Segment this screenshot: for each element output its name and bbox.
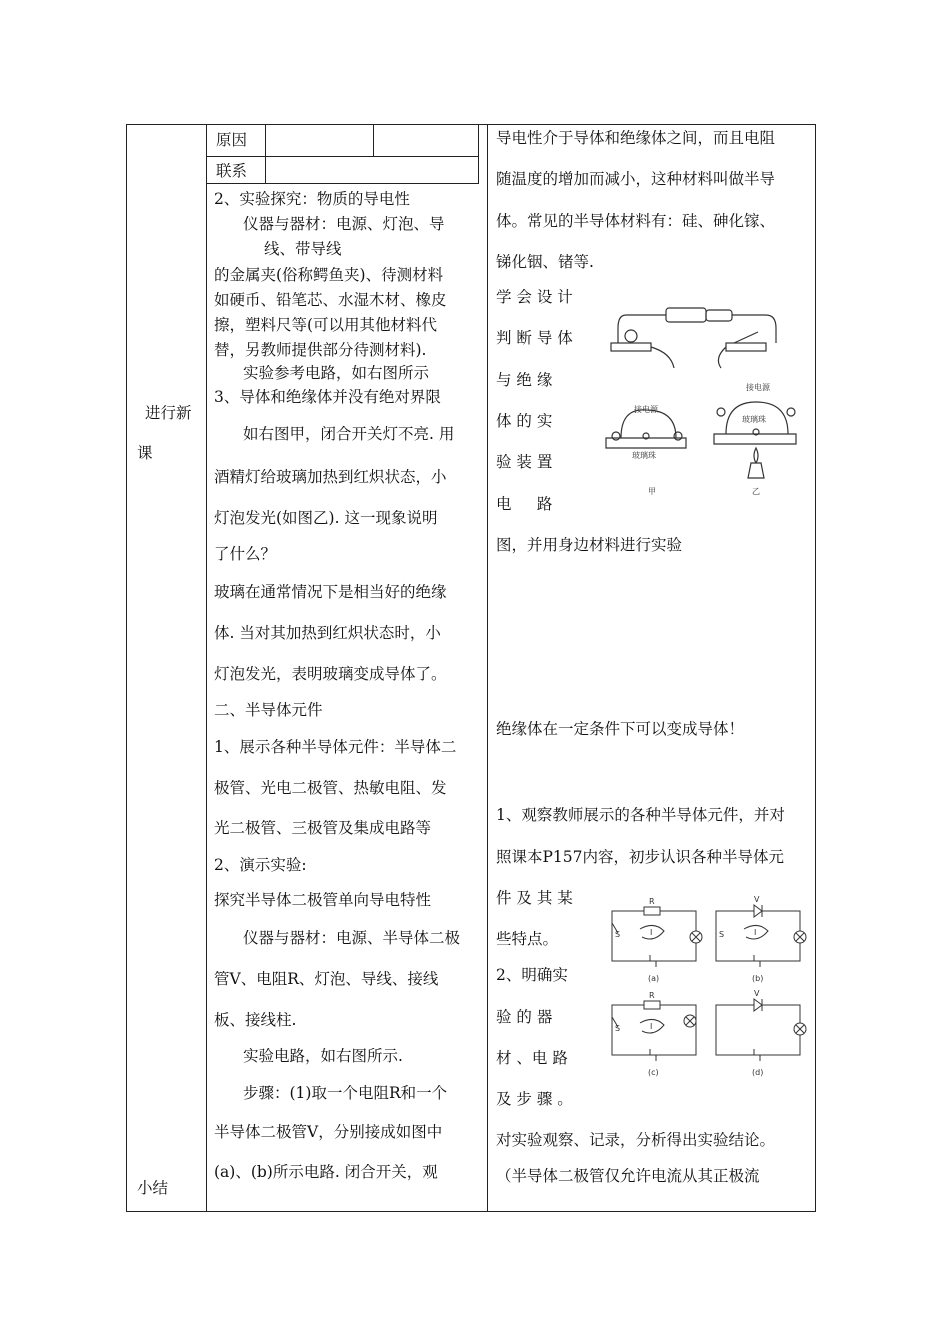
mid-line: 擦，塑料尺等(可以用其他材料代: [214, 316, 438, 334]
mid-line: 仪器与器材：电源、半导体二极: [243, 929, 461, 947]
fig2-label-r1: R: [649, 897, 655, 906]
mid-line: 灯泡发光(如图乙). 这一现象说明: [214, 509, 438, 527]
fig2-caption-a: (a): [648, 974, 660, 983]
mid-line: 实验电路，如右图所示.: [243, 1047, 403, 1065]
fig2-label-s3: S: [615, 1024, 621, 1033]
right-line: 电 路: [496, 495, 553, 513]
mid-line: 2、实验探究：物质的导电性: [214, 190, 410, 208]
mid-line: (a)、(b)所示电路. 闭合开关，观: [214, 1163, 438, 1181]
right-line: （半导体二极管仅允许电流从其正极流: [496, 1167, 760, 1185]
right-line: 体 的 实: [496, 412, 553, 430]
mid-line: 2、演示实验:: [214, 856, 307, 874]
mid-line: 体. 当对其加热到红炽状态时，小: [214, 624, 441, 642]
fig2-label-i2: I: [754, 928, 757, 937]
mid-line: 光二极管、三极管及集成电路等: [214, 819, 432, 837]
fig1-caption-b: 乙: [752, 487, 760, 496]
right-line: 照课本P157内容，初步认识各种半导体元: [496, 848, 785, 866]
mid-line: 探究半导体二极管单向导电特性: [214, 891, 432, 909]
conductor-insulator-circuit-figure: [596, 298, 811, 503]
right-line: 体。常见的半导体材料有：硅、砷化镓、: [496, 212, 776, 230]
right-line: 验 装 置: [496, 453, 553, 471]
right-line: 随温度的增加而减小，这种材料叫做半导: [496, 170, 776, 188]
fig2-label-v2: V: [754, 989, 760, 998]
circuit-a: [612, 907, 702, 967]
fig2-label-v1: V: [754, 895, 760, 904]
mid-line: 酒精灯给玻璃加热到红炽状态，小: [214, 468, 447, 486]
right-line: 1、观察教师展示的各种半导体元件，并对: [496, 806, 785, 824]
column-divider-1: [206, 124, 207, 1212]
circuit-d: [716, 999, 806, 1061]
right-line: 及 步 骤 。: [496, 1090, 573, 1108]
section-label-new-a: 进行新: [145, 404, 192, 422]
right-line: 与 绝 缘: [496, 371, 553, 389]
alcohol-lamp-icon: [748, 463, 764, 478]
resistor-icon: [644, 1001, 660, 1009]
mid-line: 替，另教师提供部分待测材料).: [214, 341, 427, 359]
circuit-c: [612, 1001, 696, 1061]
fig1-label-power-b: 接电源: [746, 383, 770, 392]
reason-relation-table: [207, 125, 479, 185]
mid-line: 灯泡发光，表明玻璃变成导体了。: [214, 665, 447, 683]
mid-line: 半导体二极管V，分别接成如图中: [214, 1123, 443, 1141]
mid-line: 管V、电阻R、灯泡、导线、接线: [214, 970, 439, 988]
fig2-caption-c: (c): [648, 1068, 659, 1077]
column-divider-2: [487, 124, 488, 1212]
mid-line: 线、带导线: [264, 240, 342, 258]
diode-circuit-figure: [604, 893, 814, 1083]
right-line: 导电性介于导体和绝缘体之间，而且电阻: [496, 129, 776, 147]
section-label-new-b: 课: [137, 444, 153, 462]
fig2-caption-b: (b): [752, 974, 764, 983]
mid-line: 3、导体和绝缘体并没有绝对界限: [214, 388, 441, 406]
right-line: 验 的 器: [496, 1008, 553, 1026]
right-line: 锑化铟、锗等.: [496, 253, 594, 271]
right-line: 些特点。: [496, 930, 559, 948]
fig2-label-i1: I: [650, 928, 653, 937]
switch-base-icon: [726, 343, 766, 351]
mid-line: 的金属夹(俗称鳄鱼夹)、待测材料: [214, 266, 444, 284]
diode-icon: [754, 999, 762, 1011]
mid-line: 二、半导体元件: [214, 701, 323, 719]
mid-line: 板、接线柱.: [214, 1011, 297, 1029]
right-line: 对实验观察、记录，分析得出实验结论。: [496, 1131, 776, 1149]
mid-line: 步骤：(1)取一个电阻R和一个: [243, 1084, 448, 1102]
section-label-summary: 小结: [137, 1179, 169, 1197]
right-line: 件 及 其 某: [496, 889, 573, 907]
fig2-label-r2: R: [649, 991, 655, 1000]
right-line: 绝缘体在一定条件下可以变成导体！: [496, 720, 745, 738]
battery-icon: [666, 308, 706, 322]
mid-line: 如硬币、铅笔芯、水湿木材、橡皮: [214, 291, 447, 309]
mid-line: 1、展示各种半导体元件：半导体二: [214, 738, 457, 756]
resistor-icon: [644, 907, 660, 915]
fig1-caption-a: 甲: [648, 487, 656, 496]
mid-line: 玻璃在通常情况下是相当好的绝缘: [214, 583, 447, 601]
mid-line: 如右图甲，闭合开关灯不亮. 用: [243, 425, 455, 443]
fig1-label-power-a: 接电源: [634, 405, 658, 414]
fig1-label-glass-a: 玻璃珠: [632, 451, 656, 460]
bulb-icon: [625, 330, 637, 342]
mid-line: 极管、光电二极管、热敏电阻、发: [214, 779, 447, 797]
lamp-base-icon: [611, 343, 651, 351]
fig1-label-glass-b: 玻璃珠: [742, 415, 766, 424]
table-label-relation: 联系: [216, 162, 248, 180]
mid-line: 实验参考电路，如右图所示: [243, 364, 430, 382]
fig2-label-s1: S: [615, 930, 621, 939]
fig2-label-s2: S: [719, 930, 725, 939]
table-label-reason: 原因: [216, 131, 248, 149]
mid-line: 仪器与器材：电源、灯泡、导: [243, 215, 445, 233]
right-line: 图，并用身边材料进行实验: [496, 536, 683, 554]
fig2-caption-d: (d): [752, 1068, 764, 1077]
right-line: 2、明确实: [496, 966, 568, 984]
circuit-b: [716, 905, 806, 967]
mid-line: 了什么？: [214, 545, 277, 563]
right-line: 判 断 导 体: [496, 329, 573, 347]
diode-icon: [754, 905, 762, 917]
fig2-label-i3: I: [650, 1022, 653, 1031]
right-line: 学 会 设 计: [496, 288, 573, 306]
right-line: 材 、电 路: [496, 1049, 568, 1067]
